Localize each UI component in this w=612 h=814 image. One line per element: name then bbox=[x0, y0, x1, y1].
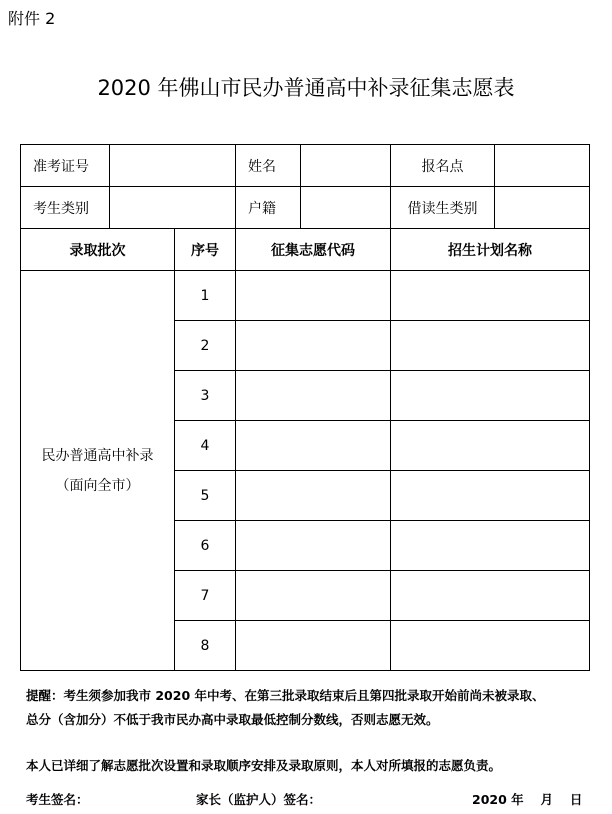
reg-point-label: 报名点 bbox=[391, 145, 495, 187]
batch-label: 民办普通高中补录 bbox=[41, 447, 154, 464]
code-field[interactable] bbox=[236, 321, 391, 371]
reg-point-field[interactable] bbox=[495, 145, 590, 187]
header-plan: 招生计划名称 bbox=[391, 229, 590, 271]
exam-no-label: 准考证号 bbox=[21, 145, 110, 187]
seq-number: 6 bbox=[175, 521, 236, 571]
plan-name-field[interactable] bbox=[391, 471, 590, 521]
code-field[interactable] bbox=[236, 571, 391, 621]
plan-name-field[interactable] bbox=[391, 521, 590, 571]
info-row-2 bbox=[21, 187, 590, 229]
seq-number: 2 bbox=[175, 321, 236, 371]
notice-line-2: 总分（含加分）不低于我市民办高中录取最低控制分数线，否则志愿无效。 bbox=[26, 712, 439, 727]
plan-name-field[interactable] bbox=[391, 421, 590, 471]
seq-number: 4 bbox=[175, 421, 236, 471]
seq-number: 3 bbox=[175, 371, 236, 421]
code-field[interactable] bbox=[236, 371, 391, 421]
notice bbox=[26, 684, 596, 732]
table-row bbox=[21, 271, 590, 321]
application-form-table bbox=[20, 144, 590, 671]
candidate-type-label: 考生类别 bbox=[21, 187, 110, 229]
table-header-row bbox=[21, 229, 590, 271]
boarding-type-label: 借读生类别 bbox=[391, 187, 495, 229]
batch-scope: （面向全市） bbox=[55, 477, 140, 494]
plan-name-field[interactable] bbox=[391, 371, 590, 421]
attachment-label: 附件 2 bbox=[8, 9, 56, 28]
plan-name-field[interactable] bbox=[391, 571, 590, 621]
plan-name-field[interactable] bbox=[391, 271, 590, 321]
seq-number: 8 bbox=[175, 621, 236, 671]
name-label: 姓名 bbox=[236, 145, 301, 187]
form-title: 2020 年佛山市民办普通高中补录征集志愿表 bbox=[97, 76, 515, 100]
candidate-type-field[interactable] bbox=[110, 187, 236, 229]
seq-number: 5 bbox=[175, 471, 236, 521]
code-field[interactable] bbox=[236, 621, 391, 671]
student-signature-label: 考生签名： bbox=[26, 792, 89, 807]
signature-date: 2020 年 月 日 bbox=[472, 792, 583, 807]
header-seq: 序号 bbox=[175, 229, 236, 271]
declaration: 本人已详细了解志愿批次设置和录取顺序安排及录取原则，本人对所填报的志愿负责。 bbox=[26, 758, 502, 773]
seq-number: 1 bbox=[175, 271, 236, 321]
code-field[interactable] bbox=[236, 521, 391, 571]
notice-line-1: 提醒：考生须参加我市 2020 年中考、在第三批录取结束后且第四批录取开始前尚未被录取、 bbox=[26, 688, 545, 703]
header-code: 征集志愿代码 bbox=[236, 229, 391, 271]
header-batch: 录取批次 bbox=[21, 229, 175, 271]
boarding-type-field[interactable] bbox=[495, 187, 590, 229]
plan-name-field[interactable] bbox=[391, 321, 590, 371]
code-field[interactable] bbox=[236, 421, 391, 471]
guardian-signature-label: 家长（监护人）签名： bbox=[196, 792, 322, 807]
code-field[interactable] bbox=[236, 271, 391, 321]
plan-name-field[interactable] bbox=[391, 621, 590, 671]
code-field[interactable] bbox=[236, 471, 391, 521]
name-field[interactable] bbox=[301, 145, 391, 187]
household-label: 户籍 bbox=[236, 187, 301, 229]
batch-cell bbox=[21, 271, 175, 671]
exam-no-field[interactable] bbox=[110, 145, 236, 187]
info-row-1 bbox=[21, 145, 590, 187]
household-field[interactable] bbox=[301, 187, 391, 229]
seq-number: 7 bbox=[175, 571, 236, 621]
